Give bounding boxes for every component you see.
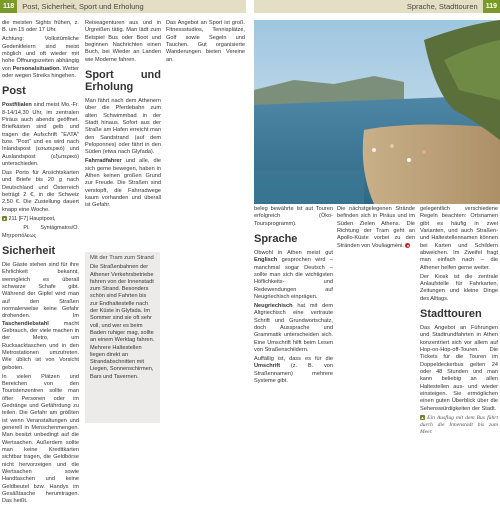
kiosk-paragraph: Der Kiosk ist die zentrale Anlaufstelle für Fahrkarten, Zeitungen und kleine Dinge des Alltags. xyxy=(420,273,498,302)
column-2 xyxy=(85,20,161,250)
right-page-title: Sprache, Stadttouren xyxy=(406,2,478,11)
tram-box-text: Die Straßenbahnen der Athener Verkehrsbetriebe fahren von der Innenstadt zum Strand. Besonders schön sind Fahrten bis zur Endhaltestelle nach der Küste in Glyfada. Im Sommer sind sie oft sehr voll, und wer es beim Baden ruhiger mag, sollte an einem Werktag fahren. Mehrere Haltestellen liegen direkt an Strandabschnitten mit Liegen, Sonnenschirmen, Bars und Tavernen. xyxy=(90,264,155,380)
stadttouren-paragraph: Das Angebot an Führungen und Stadtrundfahrten in Athen konzentriert sich vor allem auf Hop-on-Hop-off-Touren. Die Tickets für die Touren im Doppeldeckerbus gelten 24 oder 48 Stunden und man kann beliebig an allen Haltestellen aus- und wieder einsteigen. Sie ermöglichen einen guten Überblick über die Sehenswürdigkeiten der Stadt. xyxy=(420,324,498,412)
sport-paragraph-3: Das Angebot an Sport ist groß. Fitnessstudios, Tennisplätze, Golf sowie Segeln und Tauchen. Gut organisierte Wanderungen bieten Vereine an. xyxy=(166,20,245,63)
post-address-1: ● 211 [F7] Hauptpost, xyxy=(3,215,56,222)
beach-photo xyxy=(254,20,500,204)
sprache-heading: Sprache xyxy=(254,233,298,246)
column-3 xyxy=(166,20,245,420)
left-page-header xyxy=(0,0,246,13)
map-marker-icon: ● xyxy=(3,215,6,221)
left-page-title: Post, Sicherheit, Sport und Erholung xyxy=(22,2,144,11)
photo-marker-icon: ▲ xyxy=(420,414,425,420)
column-1 xyxy=(2,20,79,507)
column-r1 xyxy=(254,206,333,387)
rules-paragraph: gelegentlich verschiedene Regeln beachten: Ortsnamen gibt es häufig in zwei Varianten, und auch Straßen- und Haltestellennamen können bei Karten und Schildern abweichen. Im Zweifel fragt man einfach nach – die Athener helfen gerne weiter. xyxy=(420,206,498,271)
right-page-number: 119 xyxy=(483,0,500,13)
sport-paragraph-1: Man fährt nach dem Athenern über die Pferdebahn zum alten Schwimmbad in der Stadt hinaus. Sofort aus der Straße am Hafen erreicht man den Sandstrand (auf dem Peloponnes) oder fährt in den Süden (etwa nach Glyfada). xyxy=(85,98,161,156)
marker-icon: ● xyxy=(406,242,410,248)
sprache-paragraph-1: Obwohl in Athen meist gut Englisch gesprochen wird – manchmal sogar Deutsch – sollte man sich die wichtigsten Höflichkeits- und Redewendungen auf Neugriechisch einprägen. xyxy=(254,250,333,301)
column-r2 xyxy=(337,206,415,252)
sport-paragraph-2: Fahrradfahrer und alle, die sich gerne bewegen, haben in Athen keinen großen Grund zur Freude. Die Straßen sind verstopft, die Fahrradwege kaum vorhanden und überall ist Gefahr. xyxy=(85,158,161,209)
sicherheit-paragraph-1: Die Gäste stehen sind für ihre Ehrlichkeit bekannt, wenngleich es überall schwarze Schafe gibt. Während der Gipfel wird man auf den Straßen normalerweise keine Gefahr drohenden. Im Taschendiebstahl macht Gebrauch, der viele machen in der Metro, um Rucksacktaschen und in den Metrostationen umzutreten. Wie üblich ist von Vorsicht geboten. xyxy=(2,261,79,371)
beach-photo-image xyxy=(254,20,500,204)
right-page-header xyxy=(254,0,500,13)
post-heading: Post xyxy=(2,85,26,98)
intro-text: die meisten Sights frühen, z. B. um 15 oder 17 Uhr. xyxy=(2,20,79,34)
post-paragraph-2: Das Porto für Ansichtskarten und Briefe bis 20 g nach Deutschland und Österreich beträgt 2 €, in die Schweiz 2,50 €. Die Zustellung dauert knapp eine Woche. xyxy=(2,169,79,213)
sicherheit-heading: Sicherheit xyxy=(2,244,56,257)
bottom-caption: ▲ Ein Ausflug mit dem Bus führt durch die Innenstadt bis zum Meer. xyxy=(420,414,498,436)
column-r3 xyxy=(420,206,498,438)
beaches-paragraph: Die nächstgelegenen Strände befinden sich in Piräus und im Süden Zielen Athens. Die Richtung der Tram geht an Apollo-Küste vorbei zu den Stränden von Vouliagméni. ● xyxy=(337,206,415,249)
sprache-paragraph-3: Auffällig ist, dass es für die Umschrift (z. B. von Straßennamen) mehrere Systeme gibt. xyxy=(254,355,333,384)
post-address-2: Pl. Syntágmatos/Ο. Μητροπόλεως xyxy=(2,225,79,239)
tram-box-title: Mit der Tram zum Strand xyxy=(90,255,154,261)
tram-info-box xyxy=(85,252,160,423)
stadttouren-heading: Stadttouren xyxy=(420,307,482,320)
intro-text-2: Achtung: Volkstümliche Gedenkfeiern sind meist möglich und oft wieder mit hohe Öffnungszeiten abhängig von Personalsituation. Wetter oder wegen Streiks hingehen. xyxy=(2,36,79,79)
left-page-number: 118 xyxy=(0,0,17,13)
sport-intro: Reiseagenturen aus und in Urgreißen tätig. Man lädt zum Beispiel Bus oder Boot und beginnen Nachrichten einen Buch, bei Wieder an Landen wie Moderne fahren. xyxy=(85,20,161,63)
sicherheit-paragraph-2: In vielen Plätzen und Bereichen von den Touristenzentren sollte man öfter Personen oder im Gedränge und Gefährdung zu teilen. Die Gefahr am größten ist wenn Veranstaltungen und generell in Menschenmengen. Man besitzt unbedingt auf die Wertsachen. Außerdem sollte man keine Kreditkarten sichtbar tragen, die Geldbörse nicht hervorzeigen und die Wertsachen sowie Handtaschen und keine Geldbeutel bzw. Handys im Gesäßtasche herumtragen. Das heißt. xyxy=(2,373,79,505)
sprache-paragraph-2: Neugriechisch hat mit dem Altgriechisch eine vertraute Schrift und Grundwortschatz, doch Aussprache und Grammatik unterscheiden sich. Eine Umschrift hilft beim Lesen von Straßenschildern. xyxy=(254,302,333,353)
sport-heading: Sport und Erholung xyxy=(85,69,161,94)
post-paragraph-1: Postfilialen sind meist Mo.-Fr. 8-14/14.30 Uhr, im zentralen Piräus auch abends geöffnet. Briefkästen sind gelb und tragen die Aufschrift "ΕΛΤΑ" bzw. "Post" und es wird nach Inlandspost (εσωτερικό) und Auslandspost (εξωτερικό) unterschieden. xyxy=(2,102,79,167)
photo-caption: beleg bewährte Ist aut Touren erfolgreich (Öko-Toursprogramm). xyxy=(254,206,333,227)
